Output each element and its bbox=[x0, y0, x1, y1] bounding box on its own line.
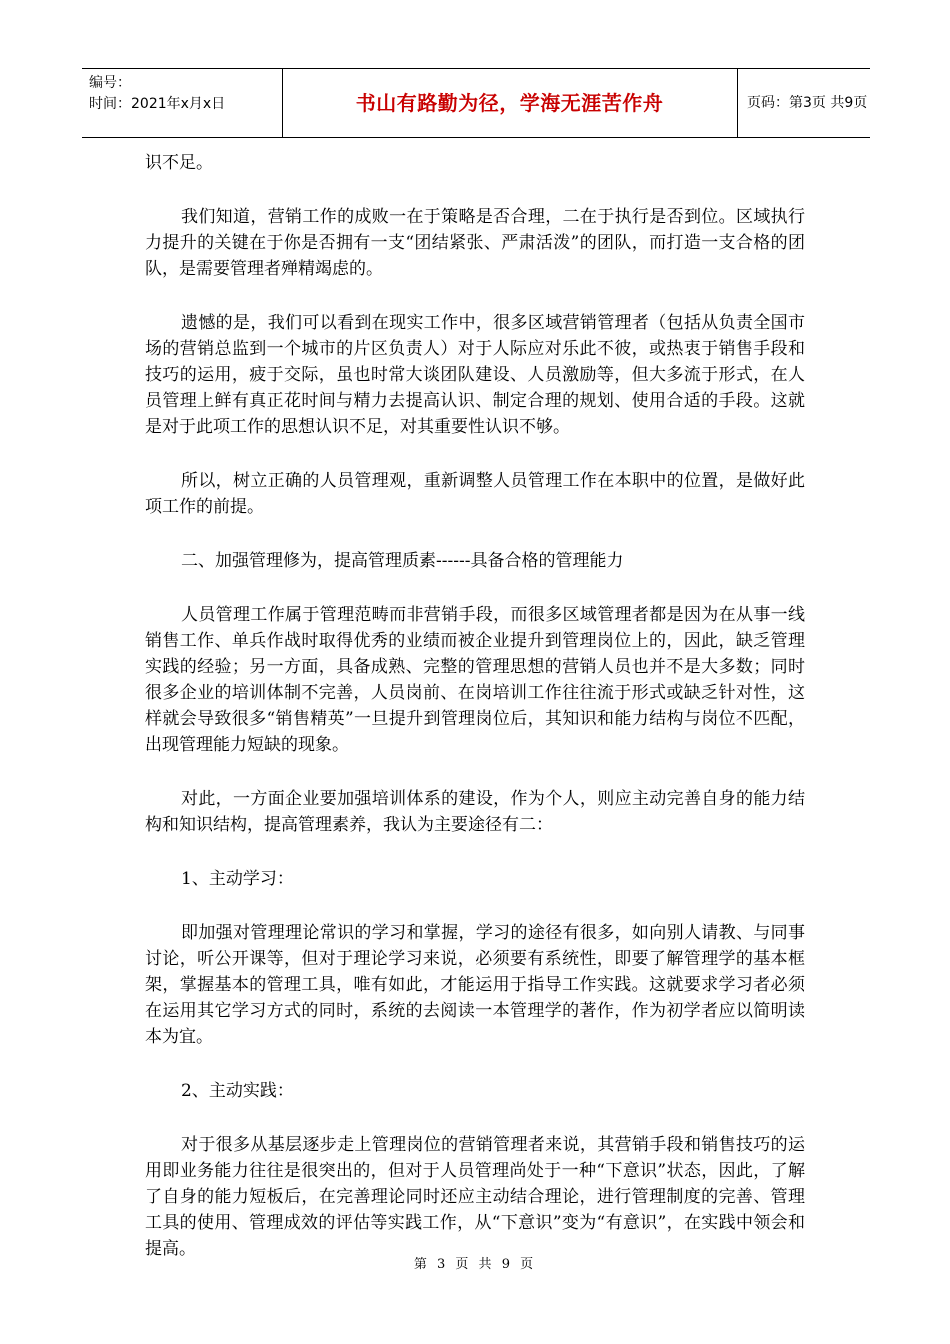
date-label: 时间：2021年x月x日 bbox=[89, 96, 226, 112]
paragraph: 人员管理工作属于管理范畴而非营销手段，而很多区域管理者都是因为在从事一线销售工作、单兵作战时取得优秀的业绩而被企业提升到管理岗位上的，因此，缺乏管理实践的经验；另一方面，具备成熟、完整的管理思想的营销人员也并不是大多数；同时很多企业的培训体制不完善，人员岗前、在岗培训工作往往流于形式或缺乏针对性，这样就会导致很多“销售精英”一旦提升到管理岗位后，其知识和能力结构与岗位不匹配，出现管理能力短缺的现象。 bbox=[145, 605, 805, 755]
document-body bbox=[145, 150, 805, 1262]
motto-text: 书山有路勤为径，学海无涯苦作舟 bbox=[355, 91, 664, 115]
paragraph: 对此，一方面企业要加强培训体系的建设，作为个人，则应主动完善自身的能力结构和知识结构，提高管理素养，我认为主要途径有二： bbox=[145, 789, 805, 835]
header-page-cell bbox=[737, 69, 870, 137]
subheading: 2、主动实践： bbox=[181, 1081, 294, 1101]
page-header bbox=[82, 68, 870, 138]
paragraph: 即加强对管理理论常识的学习和掌握，学习的途径有很多，如向别人请教、与同事讨论，听公开课等，但对于理论学习来说，必须要有系统性，即要了解管理学的基本框架，掌握基本的管理工具，唯有如此，才能运用于指导工作实践。这就要求学习者必须在运用其它学习方式的同时，系统的去阅读一本管理学的著作，作为初学者应以简明读本为宜。 bbox=[145, 923, 805, 1047]
subheading: 1、主动学习： bbox=[181, 869, 294, 889]
section-heading: 二、加强管理修为，提高管理质素------具备合格的管理能力 bbox=[181, 551, 624, 571]
header-motto-cell bbox=[282, 69, 738, 137]
number-label: 编号： bbox=[89, 75, 131, 91]
paragraph: 遗憾的是，我们可以看到在现实工作中，很多区域营销管理者（包括从负责全国市场的营销总监到一个城市的片区负责人）对于人际应对乐此不彼，或热衷于销售手段和技巧的运用，疲于交际，虽也时常大谈团队建设、人员激励等，但大多流于形式，在人员管理上鲜有真正花时间与精力去提高认识、制定合理的规划、使用合适的手段。这就是对于此项工作的思想认识不足，对其重要性认识不够。 bbox=[145, 313, 805, 437]
paragraph: 我们知道，营销工作的成败一在于策略是否合理，二在于执行是否到位。区域执行力提升的关键在于你是否拥有一支“团结紧张、严肃活泼”的团队，而打造一支合格的团队，是需要管理者殚精竭虑的。 bbox=[145, 207, 805, 279]
page-footer: 第 3 页 共 9 页 bbox=[413, 1257, 537, 1272]
paragraph: 所以，树立正确的人员管理观，重新调整人员管理工作在本职中的位置，是做好此项工作的前提。 bbox=[145, 471, 805, 517]
paragraph: 对于很多从基层逐步走上管理岗位的营销管理者来说，其营销手段和销售技巧的运用即业务能力往往是很突出的，但对于人员管理尚处于一种“下意识”状态，因此，了解了自身的能力短板后，在完善理论同时还应主动结合理论，进行管理制度的完善、管理工具的使用、管理成效的评估等实践工作，从“下意识”变为“有意识”，在实践中领会和提高。 bbox=[145, 1135, 805, 1259]
paragraph: 识不足。 bbox=[145, 153, 213, 173]
header-info-cell bbox=[82, 69, 283, 137]
page-code: 页码：第3页 共9页 bbox=[747, 95, 868, 111]
